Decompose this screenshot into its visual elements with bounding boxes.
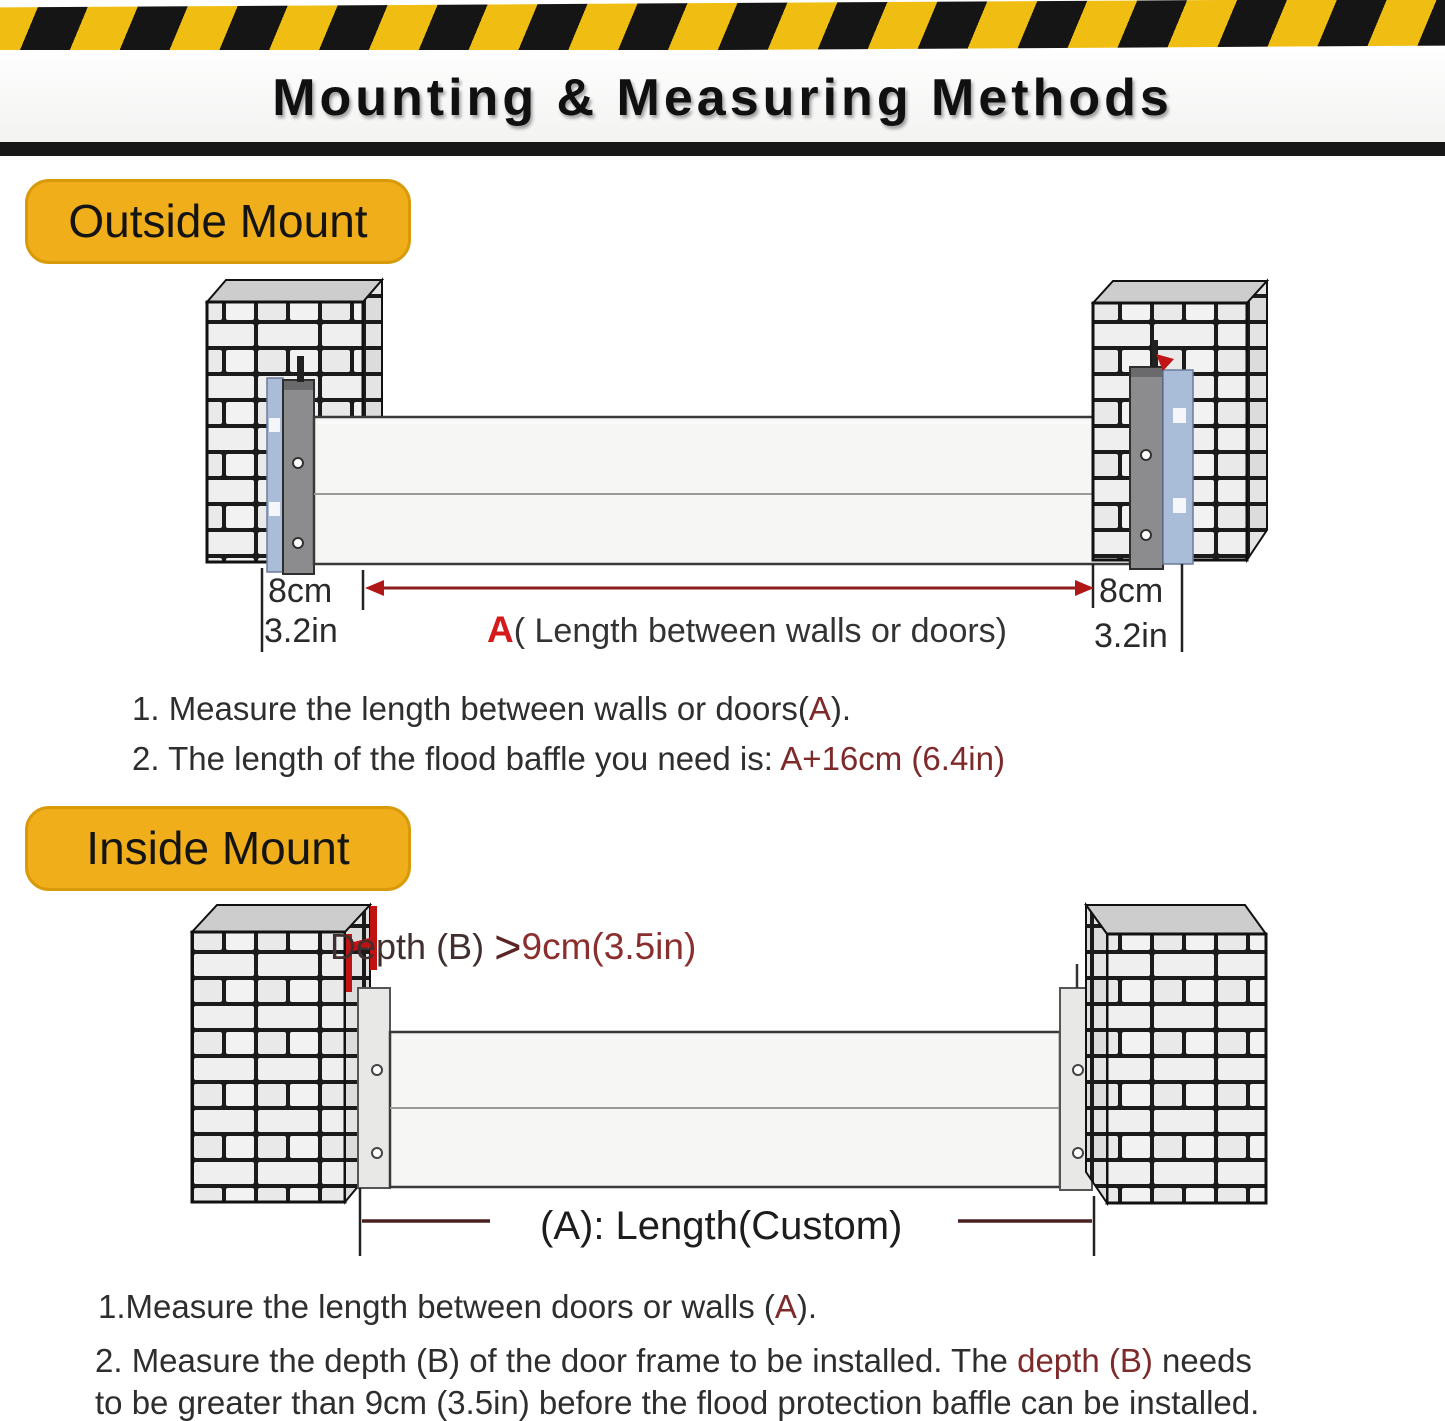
outside-span-label-a: A <box>487 609 514 650</box>
outside-instruction-1: 1. Measure the length between walls or doors(A). <box>132 690 852 727</box>
inside-mount-badge <box>25 806 411 891</box>
inside-mount-badge-label: Inside Mount <box>86 822 350 874</box>
outside-span-label <box>487 609 1007 651</box>
inside-instruction-2: 2. Measure the depth (B) of the door frame to be installed. The depth (B) needs to be greater than 9cm (3.5in) before the flood protection baffle can be installed. <box>95 1342 1260 1421</box>
inside-instruction-1: 1.Measure the length between doors or walls (A). <box>98 1288 818 1325</box>
outside-left-channel <box>267 356 314 574</box>
outside-flood-baffle <box>314 417 1130 564</box>
outside-span-label-rest: ( Length between walls or doors) <box>513 612 1007 650</box>
depth-label: Depth (B) >9cm(3.5in) <box>330 920 697 973</box>
hazard-stripe-banner <box>0 0 1445 55</box>
outside-mount-badge <box>25 179 411 264</box>
header-divider-bar <box>0 142 1445 156</box>
outside-dim-left-cm: 8cm <box>268 572 333 610</box>
inside-left-channel <box>358 988 390 1188</box>
arrowhead-right-icon <box>1075 580 1094 596</box>
inside-length-label: (A): Length(Custom) <box>540 1204 903 1248</box>
outside-mount-badge-label: Outside Mount <box>68 195 368 247</box>
outside-dim-right-cm: 8cm <box>1099 572 1164 610</box>
outside-instruction-2: 2. The length of the flood baffle you need is: A+16cm (6.4in) <box>132 740 1005 777</box>
page-title: Mounting & Measuring Methods <box>272 69 1173 127</box>
inside-flood-baffle <box>390 1032 1060 1187</box>
outside-dim-left-in: 3.2in <box>264 612 338 650</box>
inside-right-pillar <box>1086 905 1266 1203</box>
outside-dim-right-in: 3.2in <box>1094 617 1168 655</box>
title-band <box>0 50 1445 142</box>
outside-right-channel <box>1130 340 1193 569</box>
arrowhead-left-icon <box>365 580 384 596</box>
